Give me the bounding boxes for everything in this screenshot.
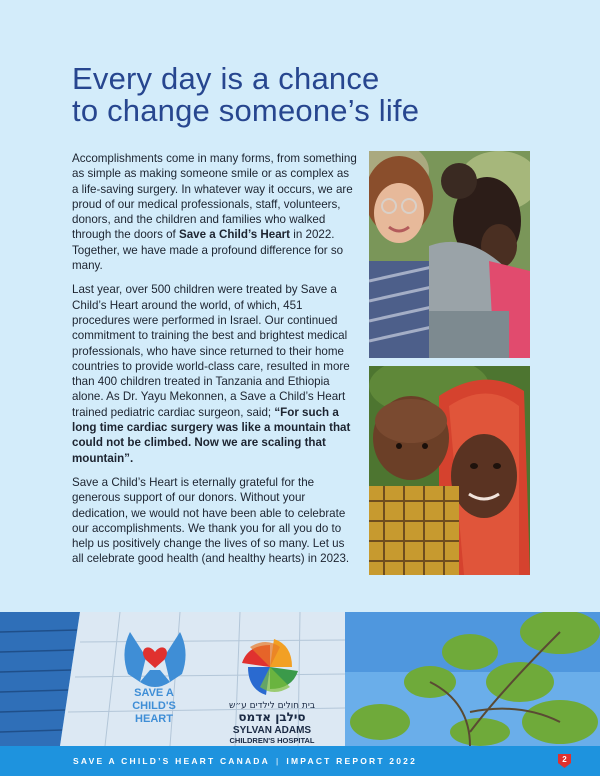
footer: [0, 746, 600, 776]
hebrew-line-1: בית חולים לילדים ע״ש: [228, 701, 316, 711]
paragraph-1-bold: Save a Child’s Heart: [179, 228, 291, 242]
logo-line-3: HEART: [135, 713, 173, 725]
page-number: 2: [562, 755, 567, 764]
woman-with-glasses-hugging-child-photo: [369, 151, 530, 358]
paragraph-2: [72, 282, 358, 466]
title-line-2: to change someone’s life: [72, 93, 420, 128]
page-number-badge: [557, 753, 572, 768]
footer-report: IMPACT REPORT 2022: [286, 756, 418, 766]
hebrew-line-2: סילבן אדמס: [238, 710, 306, 724]
logo-line-2: CHILD'S: [132, 700, 176, 712]
logo-line-1: SAVE A: [134, 687, 174, 699]
paragraph-1: [72, 151, 358, 273]
english-line-2: CHILDREN'S HOSPITAL: [229, 736, 315, 745]
mother-and-toddler-photo: [369, 366, 530, 575]
paragraph-2-text: Last year, over 500 children were treated by Save a Child’s Heart around the world, of which, 451 procedures were performed in Israel. Our continued commitment to training the best and brightest medical professionals, who have since returned to their home countries to provide world-class care, resulted in more than 400 children treated in Tanzania and Ethiopia alone. As Dr. Yayu Mekonnen, a Save a Child’s Heart trained pediatric cardiac surgeon, said;: [72, 283, 350, 419]
photo1-illustration: [369, 151, 530, 358]
banner-illustration: [0, 612, 600, 746]
paragraph-1-text: Accomplishments come in many forms, from something as simple as making someone smile or as complex as a life-saving surgery. In whatever way it occurs, we are proud of our medical professionals, staff, volunteers, donors, and the children and families who walked through the doors of: [72, 152, 357, 242]
paragraph-2-quote: “For such a long time cardiac surgery was like a mountain that could not be climbed. Now we are scaling that mountain”.: [72, 405, 351, 465]
paragraph-1-text-end: in 2022. Together, we have made a profound difference for so many.: [72, 228, 344, 273]
footer-text: SAVE A CHILD’S HEART CANADA | IMPACT REPORT 2022: [73, 756, 418, 766]
footer-org: SAVE A CHILD’S HEART CANADA: [73, 756, 270, 766]
body-text: [72, 151, 358, 576]
photo2-illustration: [369, 366, 530, 575]
hospital-building-photo: [0, 612, 600, 746]
title-line-1: Every day is a chance: [72, 61, 380, 96]
page-title: [72, 63, 512, 127]
english-line-1: SYLVAN ADAMS: [232, 725, 312, 736]
paragraph-3: Save a Child’s Heart is eternally grateful for the generous support of our donors. Without your dedication, we would not have been able to celebrate our accomplishments. We thank you for all you do to help us positively change the lives of so many. Let us all celebrate good health (and healthy hearts) in 2023.: [72, 475, 350, 566]
